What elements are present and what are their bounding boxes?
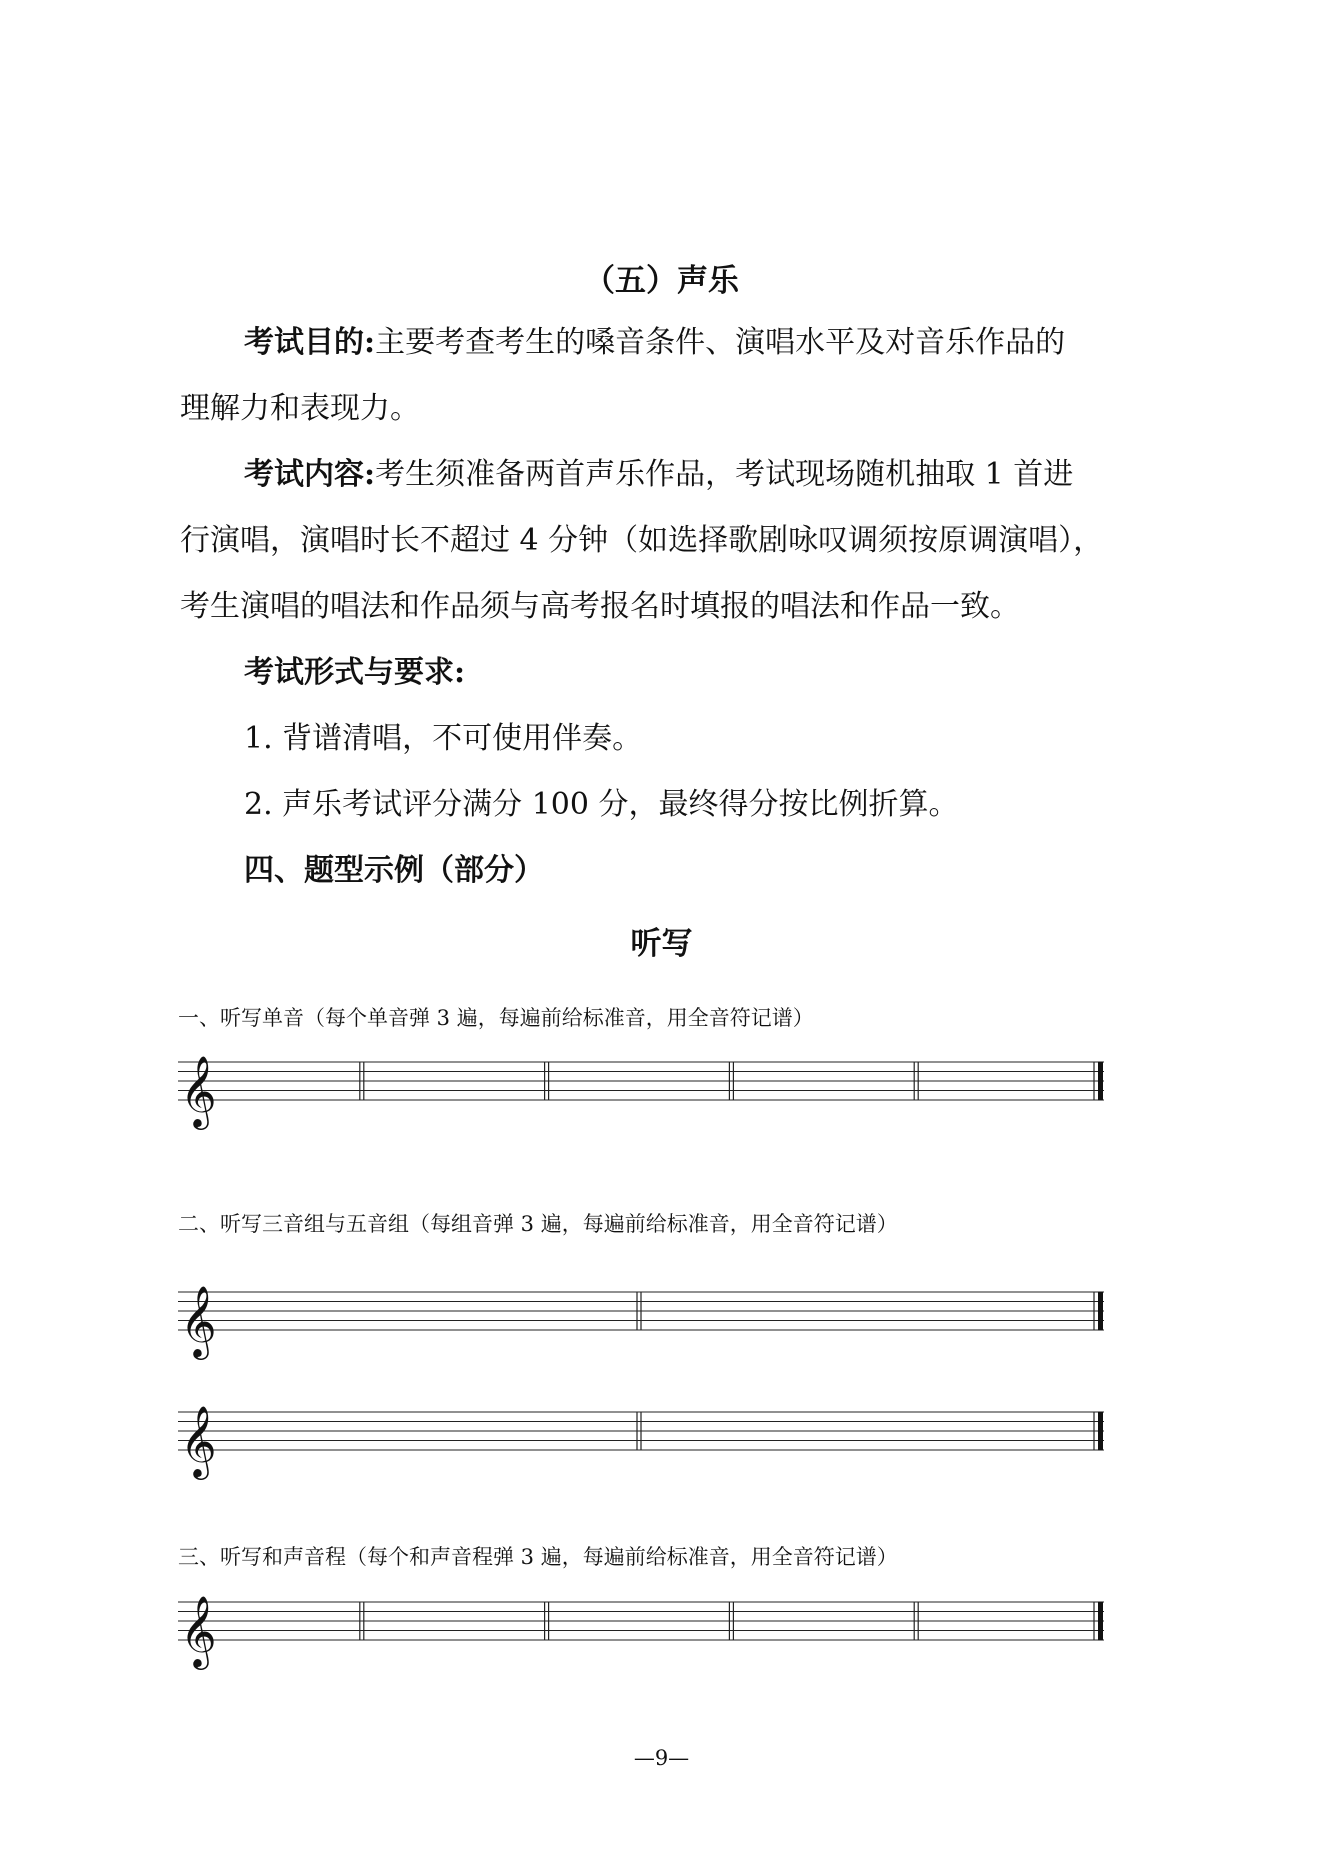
- staff-svg: [178, 1400, 1106, 1477]
- treble-clef-icon: 𝄞: [180, 1594, 217, 1667]
- staff-svg: [178, 1050, 1106, 1127]
- requirement-item-1: 1. 背谱清唱，不可使用伴奏。: [244, 721, 643, 756]
- final-barline-thick: [1098, 1412, 1103, 1451]
- section-title: （五）声乐: [584, 263, 739, 299]
- staff-svg: [178, 1590, 1106, 1667]
- form-requirements-label: 考试形式与要求:: [244, 655, 466, 690]
- treble-clef-icon: 𝄞: [180, 1404, 217, 1477]
- examples-heading: 四、题型示例（部分）: [244, 853, 544, 888]
- treble-clef-icon: 𝄞: [180, 1284, 217, 1357]
- staff-example-2b: [178, 1400, 1106, 1477]
- example-1-label: 一、听写单音（每个单音弹 3 遍，每遍前给标准音，用全音符记谱）: [178, 1006, 814, 1030]
- purpose-paragraph: [180, 310, 1160, 442]
- treble-clef-icon: 𝄞: [180, 1054, 217, 1127]
- final-barline-thick: [1098, 1062, 1103, 1101]
- staff-svg: [178, 1280, 1106, 1357]
- requirement-item-2: 2. 声乐考试评分满分 100 分，最终得分按比例折算。: [244, 787, 959, 822]
- content-text-line-1: 考生须准备两首声乐作品，考试现场随机抽取 1 首进: [375, 457, 1074, 492]
- dictation-subheading: 听写: [630, 926, 693, 962]
- final-barline-thick: [1098, 1602, 1103, 1641]
- staff-example-1: [178, 1050, 1106, 1127]
- staff-example-2a: [178, 1280, 1106, 1357]
- purpose-label: 考试目的:: [244, 325, 376, 360]
- example-2-label: 二、听写三音组与五音组（每组音弹 3 遍，每遍前给标准音，用全音符记谱）: [178, 1212, 898, 1236]
- content-paragraph: [180, 442, 1160, 640]
- example-3-label: 三、听写和声音程（每个和声音程弹 3 遍，每遍前给标准音，用全音符记谱）: [178, 1545, 898, 1569]
- content-text-line-2: 行演唱，演唱时长不超过 4 分钟（如选择歌剧咏叹调须按原调演唱），: [180, 523, 1104, 558]
- content-text-line-3: 考生演唱的唱法和作品须与高考报名时填报的唱法和作品一致。: [180, 589, 1020, 624]
- purpose-text-line-1: 主要考查考生的嗓音条件、演唱水平及对音乐作品的: [375, 325, 1066, 360]
- page-number: —9—: [633, 1746, 690, 1770]
- staff-example-3: [178, 1590, 1106, 1667]
- content-label: 考试内容:: [244, 457, 376, 492]
- purpose-text-line-2: 理解力和表现力。: [180, 391, 420, 426]
- final-barline-thick: [1098, 1292, 1103, 1331]
